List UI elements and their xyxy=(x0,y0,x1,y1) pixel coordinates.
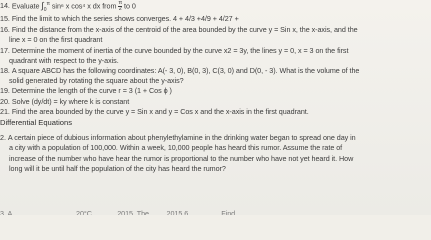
pi-over-two-fraction: $\frac{\pi}{2}$ xyxy=(118,0,123,12)
de-problem-line-4: long will it be until half the population of the city has heard the rumor? xyxy=(9,164,226,173)
problem-14: 14. Evaluate $\int_0^\pi$ sin⁶ x cos⁴ x dx from $\frac{\pi}{2}$ to 0 xyxy=(0,0,136,13)
problem-17-line-2: quadrant with respect to the y-axis. xyxy=(9,56,119,65)
de-problem-line-1: 2. A certain piece of dubious information about phenylethylamine in the drinking water began to spread one day in xyxy=(0,133,356,142)
cut-off-problem-3: 3. A ... ... ... ... ... ... ... ... 20°C ... ... ... 2015. The ... ... 2015.6 ... ... ... ... Find xyxy=(0,209,236,215)
de-problem-line-3: increase of the number who have hear the rumor is proportional to the number who have not yet heard it. How xyxy=(9,154,354,163)
problem-16-line-1: 16. Find the distance from the x-axis of the centroid of the area bounded by the curve y = Sin x, the x-axis, and the xyxy=(0,25,358,34)
problem-16-line-2: line x = 0 on the first quadrant xyxy=(9,35,103,44)
problem-17-line-1: 17. Determine the moment of inertia of the curve bounded by the curve x2 = 3y, the lines y = 0, x = 3 on the first xyxy=(0,46,349,55)
integral-sign: ∫ xyxy=(41,0,44,11)
problem-21: 21. Find the area bounded by the curve y = Sin x and y = Cos x and the x-axis in the first quadrant. xyxy=(0,107,309,116)
de-problem-line-2: a city with a population of 100,000. Within a week, 10,000 people has heard this rumor. Assume the rate of xyxy=(9,143,343,152)
problem-19: 19. Determine the length of the curve r = 3 (1 + Cos ϕ ) xyxy=(0,86,172,95)
problem-15: 15. Find the limit to which the series shows converges. 4 + 4/3 +4/9 + 4/27 + xyxy=(0,14,239,23)
problem-18-line-1: 18. A square ABCD has the following coordinates: A(- 3, 0), B(0, 3), C(3, 0) and D(0, - 3). What is the volume of the xyxy=(0,66,360,75)
problem-18-line-2: solid generated by rotating the square about the y-axis? xyxy=(9,76,184,85)
section-title: Differential Equations xyxy=(0,118,73,127)
problem-20: 20. Solve (dy/dt) = ky where k is constant xyxy=(0,97,130,106)
